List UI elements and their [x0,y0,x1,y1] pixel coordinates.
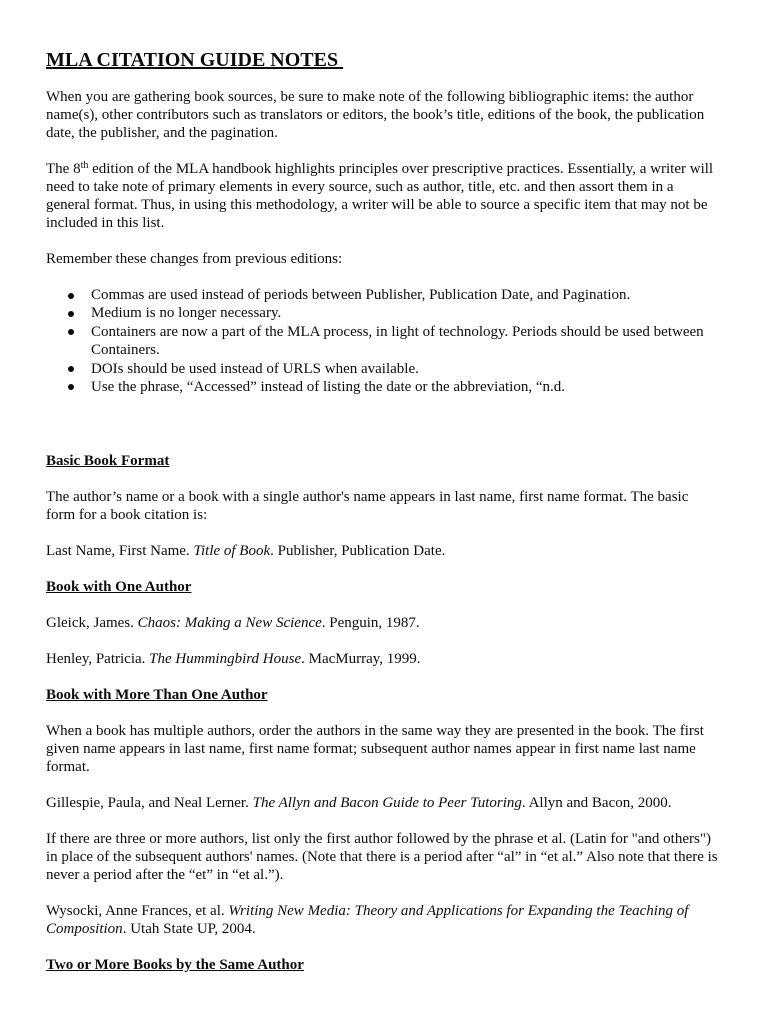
citation-publisher: . Penguin, 1987. [321,614,420,631]
document-title-text: MLA CITATION GUIDE NOTES [46,49,344,71]
section-heading-basic-book-format [46,452,746,470]
changes-intro-text: Remember these changes from previous editions: [46,251,343,267]
section-heading-same-author [46,956,746,974]
citation-line [46,614,746,632]
citation-title: The Hummingbird House [149,650,302,667]
list-item-text: Containers. [91,342,160,359]
description-line: format. [46,758,90,775]
intro-paragraph [46,88,746,142]
list-item [46,360,746,378]
note-line: never a period after the “et” in “et al.”). [46,866,284,883]
note-line: in place of the subsequent authors' names. (Note that there is a period after “al” in “et al.” Also note that there is [46,848,718,865]
section-heading-multiple-authors [46,686,746,704]
edition-number: The 8 [46,161,81,177]
citation-line [46,794,746,812]
description-line: When a book has multiple authors, order the authors in the same way they are presented in the book. The first [46,722,704,739]
list-item [46,323,746,360]
list-item-text: DOIs should be used instead of URLS when available. [91,360,419,377]
citation-line [46,650,746,668]
citation-author: Gleick, James. [46,614,138,631]
bullet-icon [68,293,74,299]
et-al-note [46,830,746,884]
intro-paragraph-line: When you are gathering book sources, be sure to make note of the following bibliographic items: the author [46,89,694,105]
citation-line [46,902,746,920]
citation-publisher: . MacMurray, 1999. [301,650,421,667]
description-line: given name appears in last name, first name format; subsequent author names appear in first name last name [46,740,696,757]
document-body [46,48,746,992]
edition-paragraph-line: included in this list. [46,215,165,231]
list-item [46,304,746,322]
section-heading-text: Book with More Than One Author [46,686,268,703]
citation-title: Title of Book [193,542,271,559]
bullet-icon [68,366,74,372]
list-item [46,286,746,304]
list-item [46,378,746,396]
citation-example [46,650,746,668]
changes-intro [46,250,746,268]
edition-paragraph [46,160,746,232]
intro-paragraph-line: date, the publisher, and the pagination. [46,125,278,141]
citation-publisher: . Allyn and Bacon, 2000. [521,794,672,811]
intro-paragraph-line: name(s), other contributors such as translators or editors, the book’s title, editions of the book, the publication [46,107,705,123]
edition-paragraph-line: need to take note of primary elements in every source, such as author, title, etc. and then assort them in a [46,179,674,195]
list-item-text: Medium is no longer necessary. [91,305,282,322]
citation-example [46,794,746,812]
citation-title: The Allyn and Bacon Guide to Peer Tutoring [252,794,522,811]
bullet-icon [68,329,74,335]
description-line: form for a book citation is: [46,506,208,523]
ordinal-suffix: th [80,160,89,171]
citation-line [46,920,746,938]
edition-paragraph-text: edition of the MLA handbook highlights principles over prescriptive practices. Essentially, a writer will [88,161,714,177]
list-item-text: Commas are used instead of periods between Publisher, Publication Date, and Pagination. [91,287,631,303]
citation-publisher: . Utah State UP, 2004. [122,920,256,937]
citation-form [46,542,746,560]
section-heading-text: Two or More Books by the Same Author [46,956,304,973]
citation-author: Wysocki, Anne Frances, et al. [46,902,229,919]
edition-paragraph-line: general format. Thus, in using this methodology, a writer will be able to source a specific item that may not be [46,197,708,213]
citation-title: Composition [46,920,123,937]
citation-title: Chaos: Making a New Science [137,614,322,631]
section-heading-text: Basic Book Format [46,452,170,469]
document-title [46,48,746,72]
description-line: The author’s name or a book with a single author's name appears in last name, first name format. The basic [46,488,689,505]
citation-example [46,902,746,938]
citation-author: Henley, Patricia. [46,650,150,667]
list-item-text: Containers are now a part of the MLA process, in light of technology. Periods should be used between [91,323,704,340]
citation-author: Gillespie, Paula, and Neal Lerner. [46,794,253,811]
basic-format-description [46,488,746,524]
citation-title: Writing New Media: Theory and Applications for Expanding the Teaching of [228,902,689,919]
note-line: If there are three or more authors, list only the first author followed by the phrase et al. (Latin for "and others") [46,830,711,847]
citation-line [46,542,746,560]
section-heading-text: Book with One Author [46,578,192,595]
multiple-authors-description [46,722,746,776]
citation-author: Last Name, First Name. [46,542,194,559]
section-heading-one-author [46,578,746,596]
bullet-icon [68,311,74,317]
citation-example [46,614,746,632]
edition-paragraph-line [46,160,746,178]
bullet-icon [68,384,74,390]
list-item-text: Use the phrase, “Accessed” instead of listing the date or the abbreviation, “n.d. [91,378,566,395]
citation-publisher: . Publisher, Publication Date. [270,542,446,559]
changes-list [46,286,746,396]
